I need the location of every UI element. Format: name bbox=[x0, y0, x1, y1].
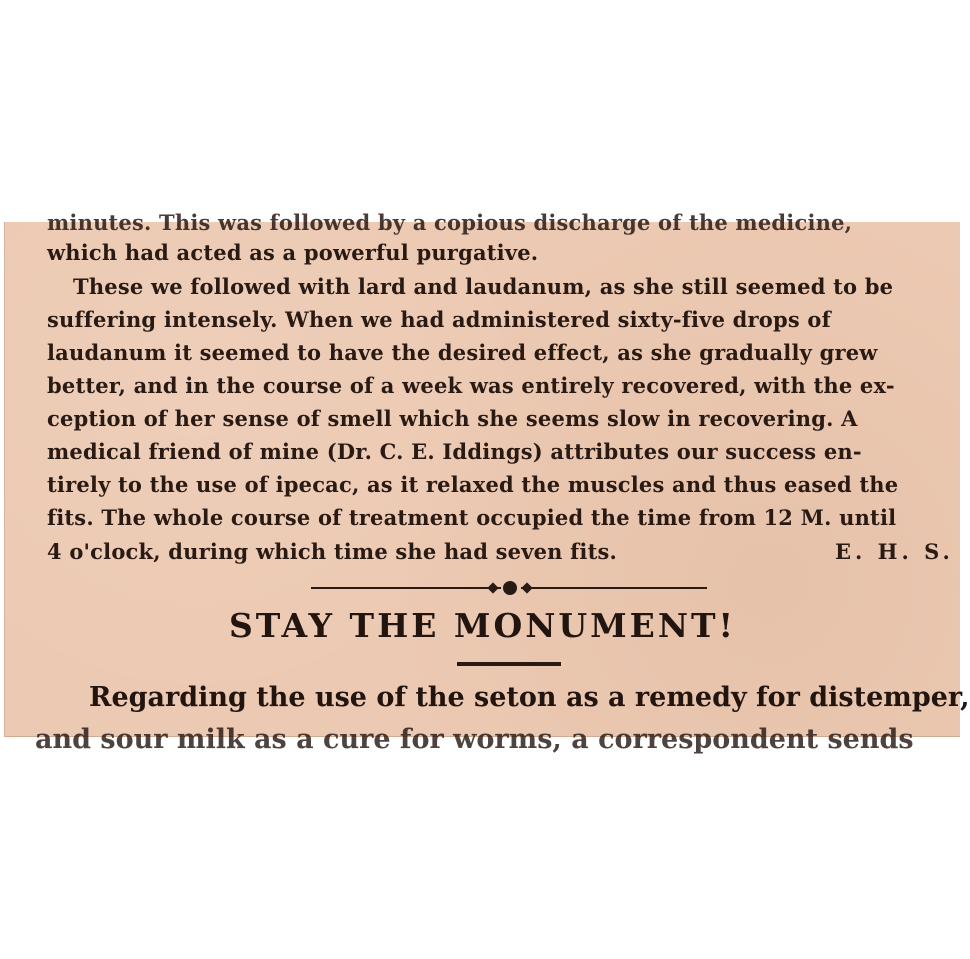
article-line: medical friend of mine (Dr. C. E. Iddings) attributes our success en- bbox=[47, 439, 862, 464]
ornament-center-dot bbox=[503, 581, 517, 595]
article-headline: STAY THE MONUMENT! bbox=[228, 606, 737, 645]
article-line: fits. The whole course of treatment occupied the time from 12 M. until bbox=[47, 505, 897, 530]
article-line: These we followed with lard and laudanum, as she still seemed to be bbox=[73, 274, 894, 299]
article-line: ception of her sense of smell which she seems slow in recovering. A bbox=[47, 406, 858, 431]
ornamental-rule-left bbox=[311, 587, 501, 589]
article-line: laudanum it seemed to have the desired effect, as she gradually grew bbox=[47, 340, 878, 365]
headline-underline bbox=[457, 662, 561, 666]
author-signature: E. H. S. bbox=[835, 539, 954, 564]
next-article-first-line: Regarding the use of the seton as a remedy for distemper, bbox=[89, 682, 970, 713]
article-line: which had acted as a powerful purgative. bbox=[47, 240, 539, 265]
article-line: suffering intensely. When we had administered sixty-five drops of bbox=[47, 307, 831, 332]
ornament-diamond-left bbox=[487, 582, 498, 593]
newspaper-clipping bbox=[4, 210, 970, 755]
article-line: tirely to the use of ipecac, as it relaxed the muscles and thus eased the bbox=[47, 472, 899, 497]
article-line: better, and in the course of a week was entirely recovered, with the ex- bbox=[47, 373, 895, 398]
article-line: 4 o'clock, during which time she had seven fits. bbox=[47, 539, 618, 564]
ornamental-rule-right bbox=[521, 587, 707, 589]
partial-bottom-line: and sour milk as a cure for worms, a correspondent sends bbox=[35, 724, 914, 755]
partial-top-line: minutes. This was followed by a copious discharge of the medicine, bbox=[47, 210, 853, 235]
